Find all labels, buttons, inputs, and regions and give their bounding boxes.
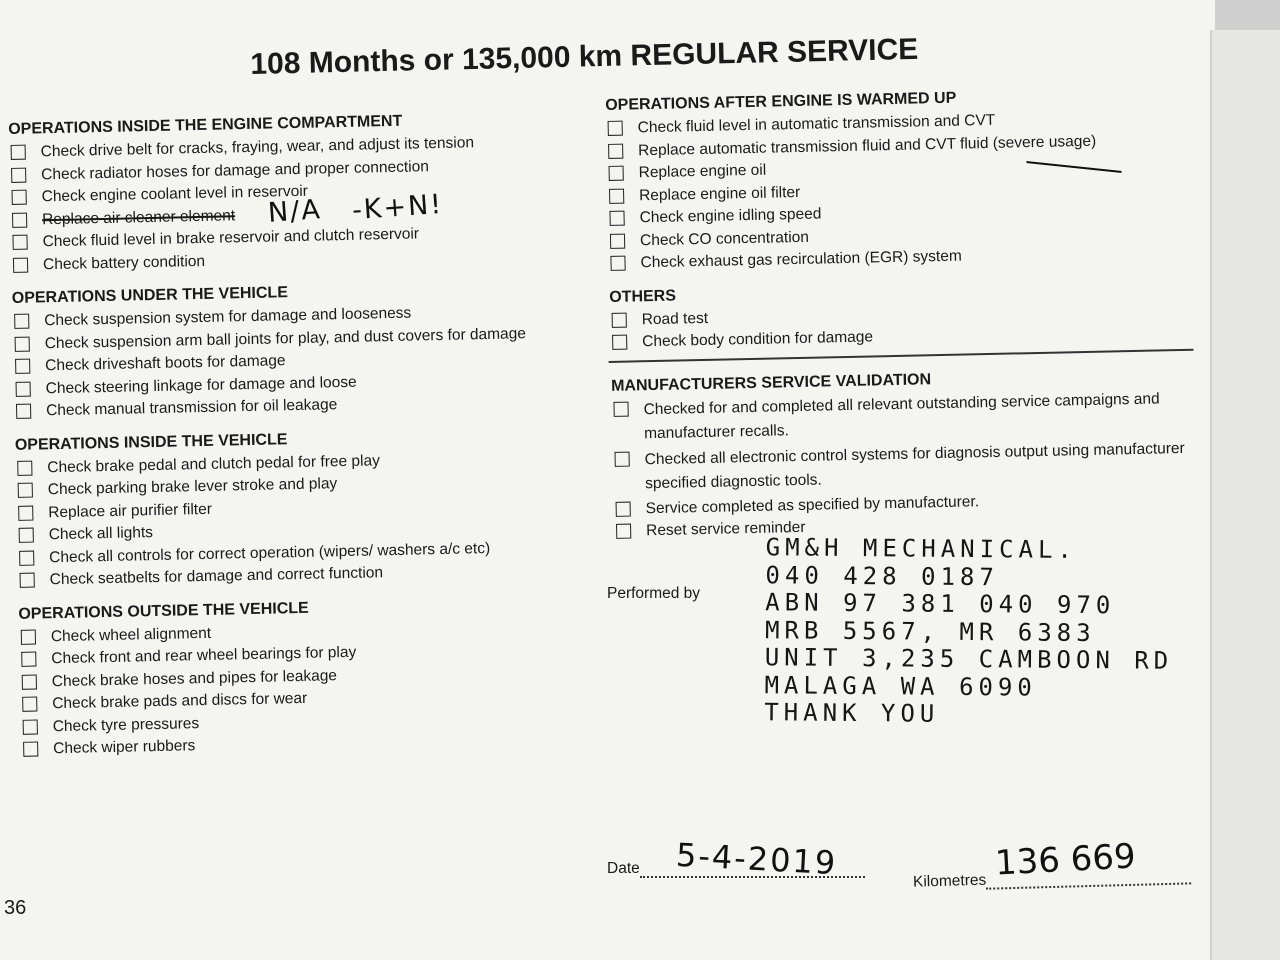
checkbox[interactable] xyxy=(21,629,36,644)
checkbox[interactable] xyxy=(612,312,627,327)
section-operations-under-the-vehicle xyxy=(12,275,575,423)
checkbox[interactable] xyxy=(18,505,33,520)
checkbox[interactable] xyxy=(18,483,33,498)
kilometres-label: Kilometres xyxy=(912,871,987,891)
checkbox[interactable] xyxy=(17,460,32,475)
checkbox[interactable] xyxy=(11,145,26,160)
checklist-item-label: Check battery condition xyxy=(42,252,206,273)
checkbox[interactable] xyxy=(19,528,34,543)
section-others xyxy=(609,273,1210,355)
checklist-item-label: Check all lights xyxy=(48,524,154,544)
checklist-item-label: Check manual transmission for oil leakage xyxy=(45,396,338,420)
section-operations-inside-the-engine-compartment xyxy=(8,106,571,277)
checklist-item-label: Check suspension system for damage and looseness xyxy=(44,304,412,330)
checkbox[interactable] xyxy=(21,652,36,667)
page-number: 36 xyxy=(4,897,27,919)
checklist-item-label: Check parking brake lever stroke and play xyxy=(47,475,338,499)
checkbox[interactable] xyxy=(16,404,31,419)
checklist-item-label: Check wiper rubbers xyxy=(53,737,196,758)
checklist-item-label: Check fluid level in brake reservoir and clutch reservoir xyxy=(42,225,420,251)
checklist-item-label: Check drive belt for cracks, fraying, wear, and adjust its tension xyxy=(40,134,475,161)
checklist-item-label: Check exhaust gas recirculation (EGR) system xyxy=(640,247,962,272)
stamp-line: MRB 5567, MR 6383 xyxy=(764,615,1096,647)
checklist-item-label: Road test xyxy=(641,309,709,328)
checklist-item-label: Replace automatic transmission fluid and CVT fluid (severe usage) xyxy=(638,132,1097,159)
right-column xyxy=(605,81,1214,553)
checklist-item-label: Replace air cleaner element xyxy=(41,206,236,228)
checklist-item-label: Check engine coolant level in reservoir xyxy=(41,182,309,206)
checklist-item-label: Check all controls for correct operation (wipers/ washers a/c etc) xyxy=(49,539,491,566)
checkbox[interactable] xyxy=(23,742,38,757)
checkbox[interactable] xyxy=(13,257,28,272)
checkbox[interactable] xyxy=(22,697,37,712)
section-heading: OPERATIONS INSIDE THE ENGINE COMPARTMENT xyxy=(8,112,403,138)
stamp-line: 040 428 0187 xyxy=(765,560,999,591)
checklist-item-label: Checked for and completed all relevant outstanding service campaigns and manufacturer recalls. xyxy=(643,389,1160,442)
stamp-line: THANK YOU xyxy=(764,698,940,728)
checklist-item-label: Reset service reminder xyxy=(645,518,806,540)
checkbox[interactable] xyxy=(11,167,26,182)
checklist-item-label: Checked all electronic control systems for diagnosis output using manufacturer specified diagnostic tools. xyxy=(644,439,1185,492)
checklist-item-label: Check tyre pressures xyxy=(52,714,200,735)
next-page-edge xyxy=(1210,30,1280,960)
checkbox[interactable] xyxy=(23,719,38,734)
checkbox[interactable] xyxy=(612,335,627,350)
checklist-item-label: Check suspension arm ball joints for play, and dust covers for damage xyxy=(44,324,527,352)
checklist-item-label: Replace engine oil xyxy=(638,161,767,182)
checklist-item-label: Service completed as specified by manufacturer. xyxy=(645,492,980,517)
stamp-line: MALAGA WA 6090 xyxy=(764,670,1037,702)
checklist-item-label: Check brake hoses and pipes for leakage xyxy=(51,666,338,690)
section-heading: MANUFACTURERS SERVICE VALIDATION xyxy=(610,370,932,395)
checklist-item-label: Check brake pads and discs for wear xyxy=(52,689,308,713)
checkbox[interactable] xyxy=(610,256,625,271)
section-heading: OPERATIONS INSIDE THE VEHICLE xyxy=(14,430,288,454)
checklist-item-label: Replace air purifier filter xyxy=(48,500,213,521)
checklist-item-label: Check front and rear wheel bearings for play xyxy=(51,643,357,668)
date-label: Date xyxy=(607,860,640,877)
checkbox[interactable] xyxy=(616,501,631,516)
stamp-line: GM&H MECHANICAL. xyxy=(765,533,1078,564)
checkbox[interactable] xyxy=(12,190,27,205)
section-heading: OTHERS xyxy=(609,287,677,306)
section-operations-outside-the-vehicle xyxy=(18,591,581,762)
checklist-item-label: Check radiator hoses for damage and proper connection xyxy=(41,157,430,183)
checklist-item-label: Check brake pedal and clutch pedal for free play xyxy=(47,451,381,476)
stamp-line: UNIT 3,235 CAMBOON RD xyxy=(764,643,1174,675)
checklist-item-label: Check driveshaft boots for damage xyxy=(45,352,286,375)
workshop-stamp xyxy=(764,534,1174,730)
checkbox[interactable] xyxy=(15,359,30,374)
performed-by-label: Performed by xyxy=(607,585,701,602)
section-manufacturers-service-validation xyxy=(611,362,1214,544)
checkbox[interactable] xyxy=(20,573,35,588)
checklist-item-label: Check steering linkage for damage and loose xyxy=(45,373,357,397)
stamp-line: ABN 97 381 040 970 xyxy=(765,588,1116,620)
checkbox[interactable] xyxy=(609,211,624,226)
checkbox[interactable] xyxy=(12,235,27,250)
checkbox[interactable] xyxy=(614,451,629,466)
checkbox[interactable] xyxy=(608,143,623,158)
checkbox[interactable] xyxy=(609,166,624,181)
handwritten-kilometres: 136 669 xyxy=(994,836,1137,884)
section-heading: OPERATIONS UNDER THE VEHICLE xyxy=(11,284,289,307)
checkbox[interactable] xyxy=(12,212,27,227)
section-heading: OPERATIONS AFTER ENGINE IS WARMED UP xyxy=(605,89,957,114)
checklist-item-label: Replace engine oil filter xyxy=(638,183,801,204)
handwritten-initials: -K+N! xyxy=(351,188,445,227)
checkbox[interactable] xyxy=(15,336,30,351)
checkbox[interactable] xyxy=(610,233,625,248)
checkbox[interactable] xyxy=(22,674,37,689)
checklist-item-label: Check fluid level in automatic transmission and CVT xyxy=(637,111,996,137)
checkbox[interactable] xyxy=(19,550,34,565)
checkbox[interactable] xyxy=(16,381,31,396)
checkbox[interactable] xyxy=(616,524,631,539)
checkbox[interactable] xyxy=(613,401,628,416)
checklist-item-label: Check body condition for damage xyxy=(642,328,874,351)
checklist-item-label: Check seatbelts for damage and correct function xyxy=(49,564,384,589)
handwritten-date: 5-4-2019 xyxy=(675,835,839,883)
checklist-item-label: Check engine idling speed xyxy=(639,205,822,227)
page-title: 108 Months or 135,000 km REGULAR SERVICE xyxy=(250,32,919,81)
checkbox[interactable] xyxy=(14,314,29,329)
checklist-item-label: Check wheel alignment xyxy=(50,624,212,645)
section-operations-after-engine-is-warmed-up xyxy=(605,81,1209,275)
checklist-item-label: Check CO concentration xyxy=(639,228,810,249)
checkbox[interactable] xyxy=(609,188,624,203)
section-operations-inside-the-vehicle xyxy=(15,422,578,593)
checkbox[interactable] xyxy=(608,121,623,136)
handwritten-na-note: N/A xyxy=(266,194,323,229)
section-heading: OPERATIONS OUTSIDE THE VEHICLE xyxy=(18,599,309,623)
